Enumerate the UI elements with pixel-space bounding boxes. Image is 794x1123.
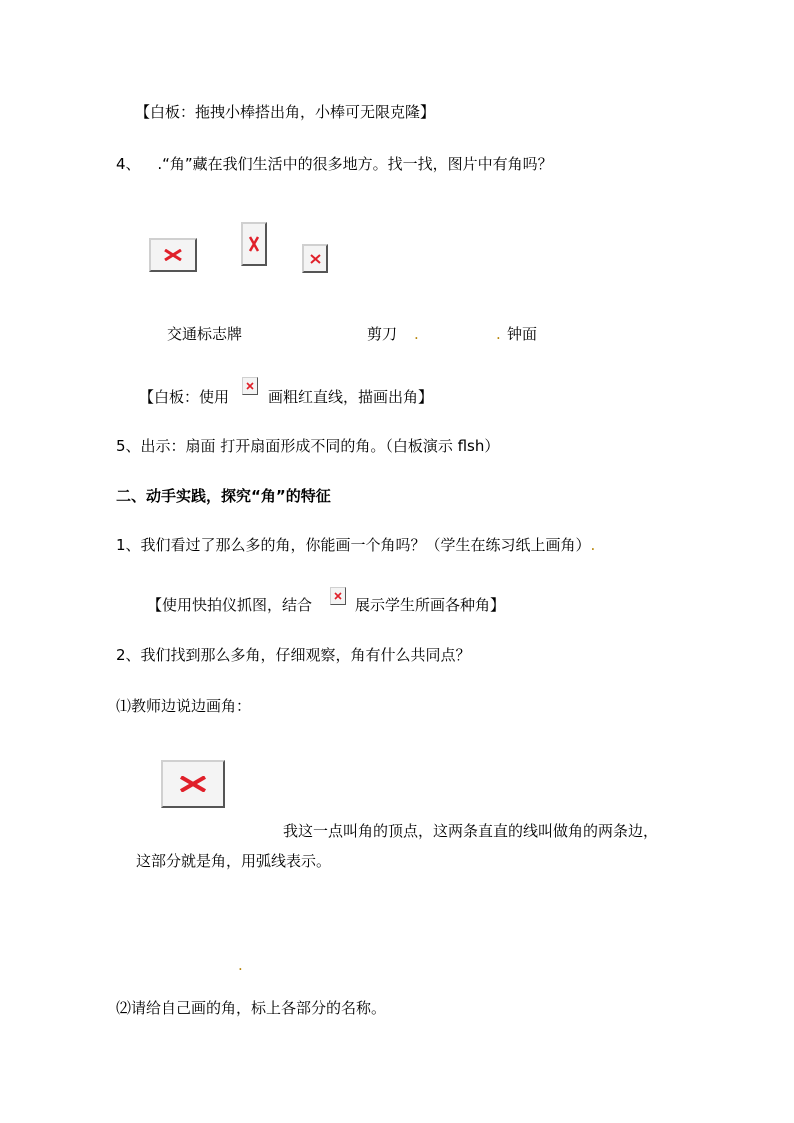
section-heading-2: 二、动手实践，探究“角”的特征 [116, 487, 331, 505]
stray-dot: . [238, 956, 243, 974]
step-2: 2、我们找到那么多角，仔细观察，角有什么共同点？ [116, 646, 471, 664]
whiteboard-note-2-start: 【白板：使用 [139, 388, 230, 406]
substep-1: ⑴教师边说边画角： [116, 697, 252, 715]
broken-image-icon [241, 222, 267, 266]
broken-image-icon [149, 238, 197, 272]
caption-traffic-sign: 交通标志牌 [167, 325, 243, 343]
whiteboard-note-2-end: 画粗红直线，描画出角】 [268, 388, 434, 406]
step-1 [116, 535, 595, 555]
item-5: 5、出示：扇面 打开扇面形成不同的角。（白板演示 flsh） [116, 437, 500, 455]
step-1-dot: . [590, 536, 596, 554]
capture-note-end: 展示学生所画各种角】 [355, 596, 506, 614]
caption-dot: . [414, 325, 419, 343]
item-4 [116, 154, 553, 174]
caption-clock-face: 钟面 [507, 325, 538, 343]
item-4-text: .“角”藏在我们生活中的很多地方。找一找，图片中有角吗？ [157, 155, 553, 173]
broken-image-icon [161, 760, 225, 808]
broken-image-icon [302, 244, 328, 273]
vertex-explanation: 我这一点叫角的顶点，这两条直直的线叫做角的两条边， [283, 822, 659, 840]
broken-image-icon [330, 587, 346, 605]
caption-dot: . [496, 325, 501, 343]
broken-image-icon [242, 377, 258, 395]
capture-note-start: 【使用快拍仪抓图，结合 [147, 596, 313, 614]
whiteboard-note-1: 【白板：拖拽小棒搭出角，小棒可无限克隆】 [135, 103, 436, 121]
substep-2: ⑵请给自己画的角，标上各部分的名称。 [116, 999, 387, 1017]
step-1-text: 1、我们看过了那么多的角，你能画一个角吗？（学生在练习纸上画角） [116, 536, 591, 554]
caption-scissors: 剪刀 [367, 325, 398, 343]
item-4-number: 4、 [116, 155, 141, 173]
arc-explanation: 这部分就是角，用弧线表示。 [136, 852, 332, 870]
